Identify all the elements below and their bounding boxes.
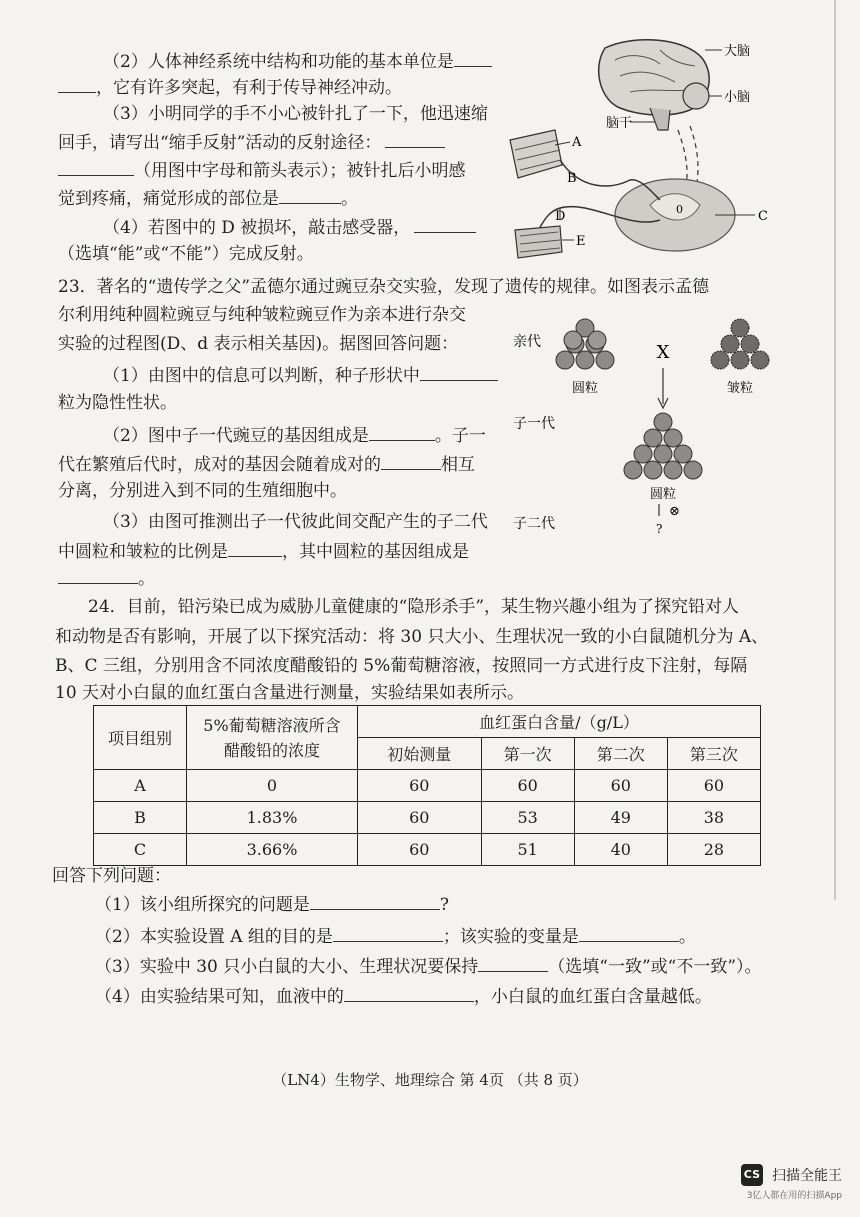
cell: 40 — [574, 834, 667, 866]
self-cross-symbol: ⊗ — [669, 504, 680, 519]
effector-muscle — [515, 226, 562, 258]
answer-blank[interactable] — [58, 567, 138, 584]
answer-blank[interactable] — [228, 540, 282, 557]
q22-part4-line1: （4）若图中的 D 被损坏，敲击感受器， — [103, 216, 476, 238]
q24-sub2: （2）本实验设置 A 组的目的是 ；该实验的变量是 。 — [95, 927, 696, 947]
cs-logo: CS — [741, 1164, 763, 1186]
table-row — [94, 802, 761, 834]
answer-blank[interactable] — [579, 925, 679, 942]
q22-part2-line2: ，它有许多突起，有利于传导神经冲动。 — [58, 76, 402, 98]
q24-line4: 10 天对小白鼠的血红蛋白含量进行测量，实验结果如表所示。 — [55, 683, 525, 703]
label-f2: 子二代 — [513, 516, 555, 532]
header-concentration: 5%葡萄糖溶液所含 醋酸铅的浓度 — [187, 706, 358, 770]
round-peas-f1 — [624, 413, 702, 479]
q22-part3-line3: （用图中字母和箭头表示）；被针扎后小明感 — [58, 159, 466, 181]
cell: B — [94, 802, 187, 834]
cell: 51 — [481, 834, 574, 866]
label-B: B — [567, 171, 577, 186]
brand-name: 扫描全能王 — [772, 1168, 842, 1184]
q24-sub4: （4）由实验结果可知，血液中的 ，小白鼠的血红蛋白含量越低。 — [95, 987, 712, 1007]
label-cerebrum: 大脑 — [724, 44, 751, 59]
q24-sub3: （3）实验中 30 只小白鼠的大小、生理状况要保持 （选填“一致”或“不一致”）。 — [95, 957, 762, 977]
answer-blank[interactable] — [310, 893, 440, 910]
q23-part2-line3: 分离，分别进入到不同的生殖细胞中。 — [58, 481, 347, 501]
cell: 0 — [187, 770, 358, 802]
cell: 60 — [574, 770, 667, 802]
q23-part3-line2: 中圆粒和皱粒的比例是 ，其中圆粒的基因组成是 — [58, 542, 469, 562]
answer-blank[interactable] — [381, 453, 441, 470]
q23-part2-line2: 代在繁殖后代时，成对的基因会随着成对的 相互 — [58, 455, 475, 475]
cell: 60 — [667, 770, 760, 802]
q22-part3-line4: 觉到疼痛，痛觉形成的部位是 。 — [58, 189, 358, 209]
receptor-skin — [510, 130, 562, 178]
answer-blank[interactable] — [58, 76, 96, 93]
label-cerebellum: 小脑 — [724, 90, 751, 105]
answer-blank[interactable] — [420, 364, 498, 381]
q24-sub1: （1）该小组所探究的问题是 ? — [95, 895, 449, 915]
cell: 28 — [667, 834, 760, 866]
label-round-parent: 圆粒 — [571, 381, 599, 396]
pea-cross-figure — [505, 300, 805, 540]
page-footer: （LN4）生物学、地理综合 第 4页 （共 8 页） — [272, 1071, 588, 1089]
cell: 3.66% — [187, 834, 358, 866]
page-edge — [834, 0, 836, 900]
scanner-watermark — [741, 1164, 842, 1201]
reflex-arc-figure — [500, 30, 800, 260]
header-initial: 初始测量 — [358, 738, 482, 770]
cell: 53 — [481, 802, 574, 834]
q22-part3-line1: （3）小明同学的手不小心被针扎了一下，他迅速缩 — [103, 104, 488, 124]
answer-lead: 回答下列问题： — [52, 866, 171, 886]
q23-line2: 尔利用纯种圆粒豌豆与纯种皱粒豌豆作为亲本进行杂交 — [58, 305, 466, 325]
q24-line1: 24．目前，铅污染已成为威胁儿童健康的“隐形杀手”，某生物兴趣小组为了探究铅对人 — [88, 597, 740, 617]
cell: 1.83% — [187, 802, 358, 834]
q22-part2-line1: （2）人体神经系统中结构和功能的基本单位是 — [103, 50, 492, 72]
q24-line3: B、C 三组，分别用含不同浓度醋酸铅的 5%葡萄糖溶液，按照同一方式进行皮下注射，每隔 — [55, 656, 748, 676]
label-brainstem: 脑干 — [606, 116, 633, 131]
cell: A — [94, 770, 187, 802]
header-hemoglobin: 血红蛋白含量/（g/L） — [358, 706, 761, 738]
q23-part3-line3: 。 — [58, 567, 155, 589]
wrinkled-peas-parent — [711, 319, 769, 369]
cell: 60 — [358, 802, 482, 834]
q23-line1: 23．著名的“遗传学之父”孟德尔通过豌豆杂交实验，发现了遗传的规律。如图表示孟德 — [58, 277, 710, 297]
cell: 60 — [481, 770, 574, 802]
answer-blank[interactable] — [333, 925, 443, 942]
answer-blank[interactable] — [279, 187, 341, 204]
cell: 49 — [574, 802, 667, 834]
cell: C — [94, 834, 187, 866]
hemoglobin-table — [93, 705, 761, 866]
header-group: 项目组别 — [94, 706, 187, 770]
cell: 38 — [667, 802, 760, 834]
label-E: E — [576, 234, 586, 249]
answer-blank[interactable] — [385, 131, 445, 148]
label-D: D — [555, 209, 566, 224]
header-first: 第一次 — [481, 738, 574, 770]
label-zero: 0 — [676, 203, 683, 216]
descending-pathway — [690, 126, 698, 188]
label-C: C — [758, 209, 768, 224]
brand-tagline: 3亿人都在用的扫描App — [746, 1191, 842, 1201]
q24-line2: 和动物是否有影响，开展了以下探究活动：将 30 只大小、生理状况一致的小白鼠随机分为 A、 — [55, 627, 769, 647]
q23-part2-line1: （2）图中子一代豌豆的基因组成是 。子一 — [103, 426, 486, 446]
table-row — [94, 834, 761, 866]
q23-part1-line1: （1）由图中的信息可以判断，种子形状中 — [103, 364, 498, 386]
answer-blank[interactable] — [454, 50, 492, 67]
table-row — [94, 770, 761, 802]
round-peas-parent — [556, 319, 614, 369]
cerebellum — [683, 83, 709, 109]
cell: 60 — [358, 834, 482, 866]
q22-part3-line2: 回手，请写出“缩手反射”活动的反射途径： — [58, 131, 445, 153]
label-A: A — [572, 135, 582, 150]
cell: 60 — [358, 770, 482, 802]
q23-part1-line2: 粒为隐性性状。 — [58, 393, 177, 413]
label-round-f1: 圆粒 — [649, 487, 677, 502]
label-wrinkled-parent: 皱粒 — [726, 381, 754, 396]
unknown-mark: ? — [656, 522, 663, 536]
label-f1: 子一代 — [513, 416, 555, 432]
cross-symbol: X — [656, 342, 670, 363]
q23-part3-line1: （3）由图可推测出子一代彼此间交配产生的子二代 — [103, 512, 488, 532]
brainstem — [650, 108, 670, 130]
answer-blank[interactable] — [414, 216, 476, 233]
q23-line3: 实验的过程图(D、d 表示相关基因)。据图回答问题： — [58, 334, 459, 354]
q22-part4-line2: （选填“能”或“不能”）完成反射。 — [58, 244, 314, 264]
answer-blank[interactable] — [58, 159, 134, 176]
answer-blank[interactable] — [369, 424, 435, 441]
header-third: 第三次 — [667, 738, 760, 770]
answer-blank[interactable] — [478, 955, 548, 972]
label-parent: 亲代 — [513, 334, 541, 350]
header-second: 第二次 — [574, 738, 667, 770]
answer-blank[interactable] — [344, 985, 474, 1002]
